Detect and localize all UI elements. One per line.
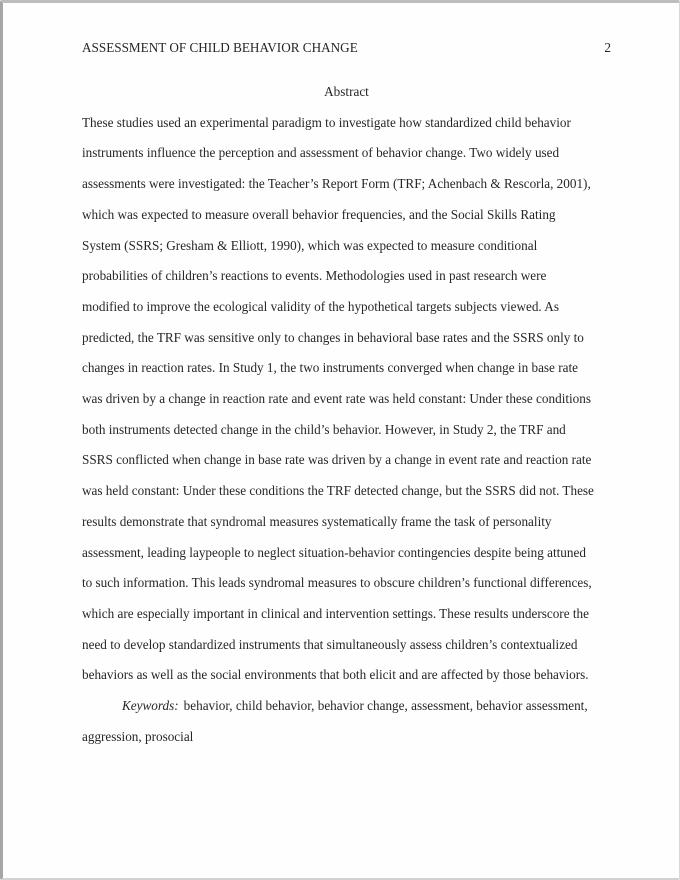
abstract-line: These studies used an experimental paradigm to investigate how standardized child behavior xyxy=(82,114,571,130)
abstract-line: modified to improve the ecological validity of the hypothetical targets subjects viewed. As xyxy=(82,298,559,314)
abstract-line: assessments were investigated: the Teacher’s Report Form (TRF; Achenbach & Rescorla, 2001), xyxy=(82,176,591,192)
abstract-line: behaviors as well as the social environments that both elicit and are affected by those behaviors. xyxy=(82,667,589,683)
abstract-line: assessment, leading laypeople to neglect situation-behavior contingencies despite being attuned xyxy=(82,544,586,560)
abstract-line: which was expected to measure overall behavior frequencies, and the Social Skills Rating xyxy=(82,206,556,222)
abstract-line: both instruments detected change in the child’s behavior. However, in Study 2, the TRF and xyxy=(82,421,566,437)
abstract-line: to such information. This leads syndromal measures to obscure children’s functional differences, xyxy=(82,575,592,591)
abstract-line: probabilities of children’s reactions to events. Methodologies used in past research were xyxy=(82,268,547,284)
abstract-line: was driven by a change in reaction rate and event rate was held constant: Under these conditions xyxy=(82,391,592,407)
keywords-line xyxy=(82,691,611,722)
abstract-section xyxy=(82,77,611,752)
abstract-line: SSRS conflicted when change in base rate was driven by a change in event rate and reaction rate xyxy=(82,452,592,468)
running-head: ASSESSMENT OF CHILD BEHAVIOR CHANGE xyxy=(82,40,358,55)
abstract-line: System (SSRS; Gresham & Elliott, 1990), which was expected to measure conditional xyxy=(82,237,538,253)
abstract-line: results demonstrate that syndromal measures systematically frame the task of personality xyxy=(82,513,552,529)
keywords-text: behavior, child behavior, behavior change, assessment, behavior assessment, xyxy=(183,698,588,714)
abstract-line: instruments influence the perception and assessment of behavior change. Two widely used xyxy=(82,145,560,161)
abstract-line: need to develop standardized instruments that simultaneously assess children’s contextualized xyxy=(82,636,578,652)
abstract-paragraph xyxy=(82,108,611,691)
abstract-line: predicted, the TRF was sensitive only to changes in behavioral base rates and the SSRS only to xyxy=(82,329,584,345)
abstract-line: changes in reaction rates. In Study 1, the two instruments converged when change in base rate xyxy=(82,360,578,376)
abstract-heading: Abstract xyxy=(324,84,369,99)
keywords-label: Keywords: xyxy=(122,698,179,714)
abstract-line: was held constant: Under these conditions the TRF detected change, but the SSRS did not. These xyxy=(82,483,594,499)
page-header xyxy=(82,39,611,56)
page-number: 2 xyxy=(604,40,611,55)
keywords-line-2: aggression, prosocial xyxy=(82,728,194,744)
abstract-line: which are especially important in clinical and intervention settings. These results underscore the xyxy=(82,605,589,621)
